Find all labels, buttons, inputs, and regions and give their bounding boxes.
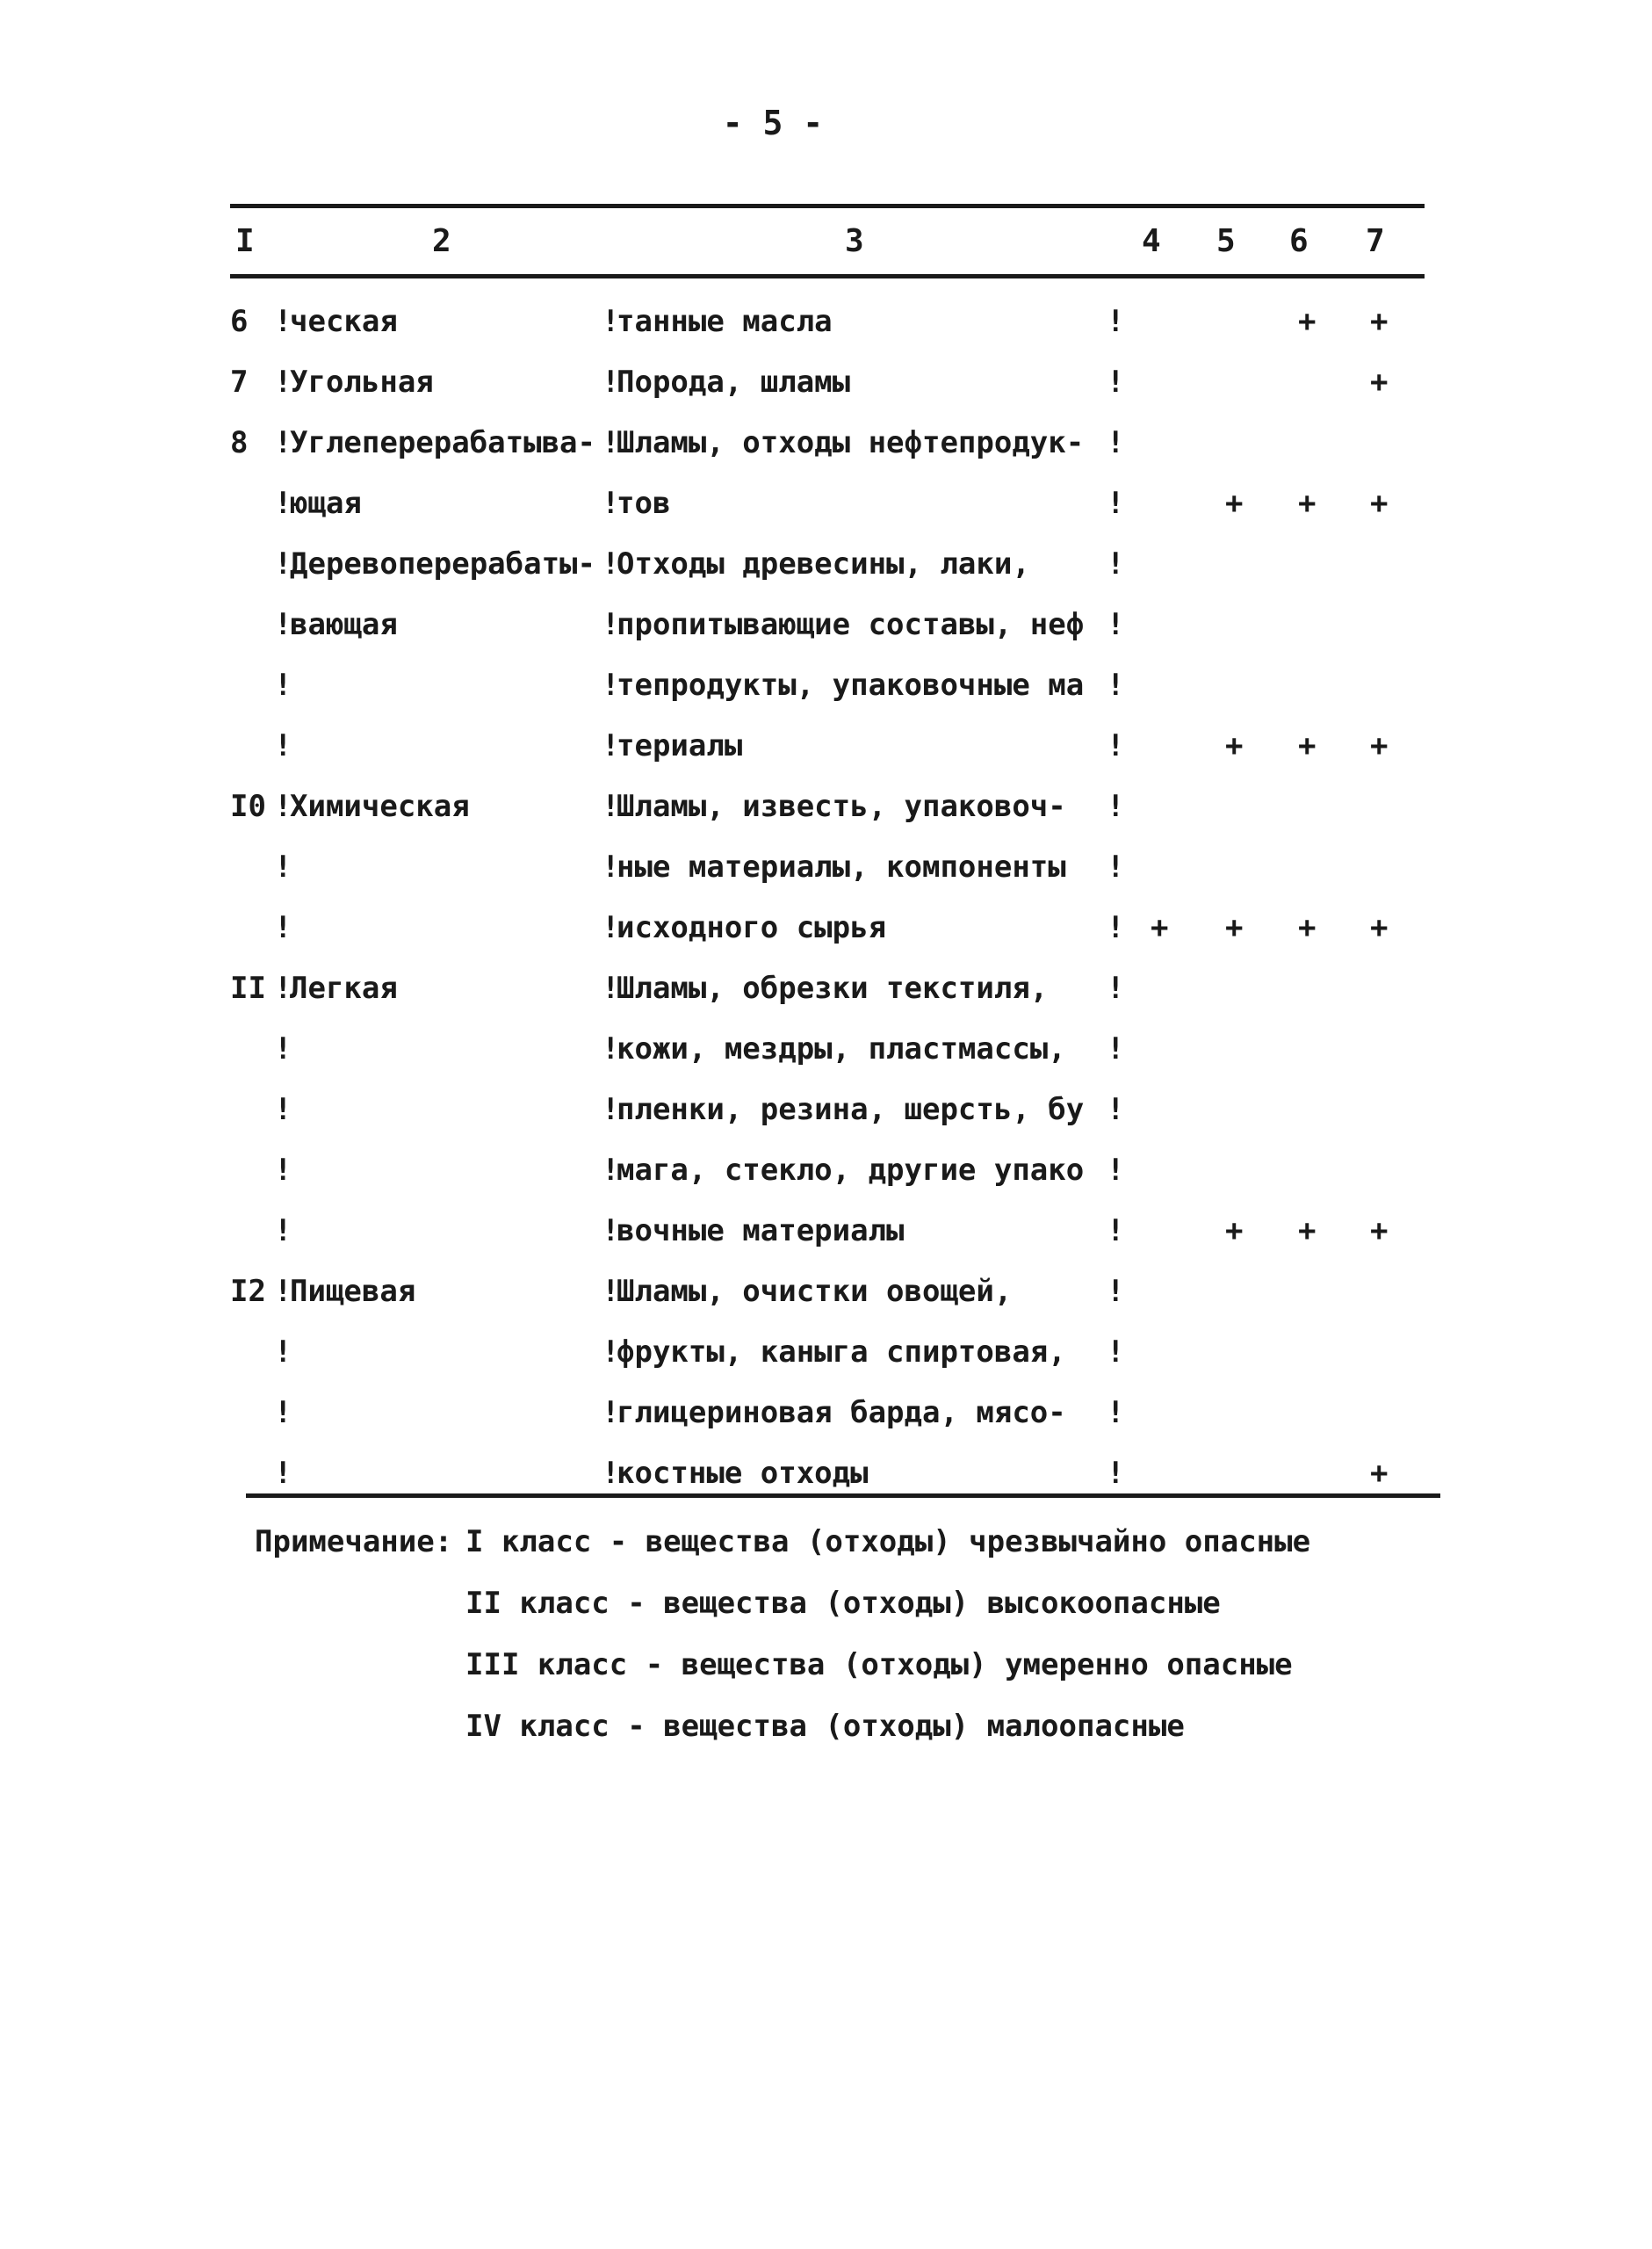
column-separator: ! bbox=[602, 910, 620, 945]
column-separator: ! bbox=[1107, 971, 1125, 1006]
table-row bbox=[0, 474, 1493, 534]
mark-col-4: + bbox=[1151, 910, 1169, 945]
header-col-7: 7 bbox=[1366, 223, 1385, 259]
column-separator: ! bbox=[1107, 1456, 1125, 1491]
mark-col-6: + bbox=[1298, 304, 1317, 339]
waste-description: вочные материалы bbox=[617, 1213, 905, 1248]
row-number: I0 bbox=[230, 789, 266, 824]
column-separator: ! bbox=[1107, 1153, 1125, 1188]
mark-col-6: + bbox=[1298, 910, 1317, 945]
table-row bbox=[0, 352, 1493, 413]
column-separator: ! bbox=[1107, 789, 1125, 824]
waste-description: фрукты, каныга спиртовая, bbox=[617, 1334, 1066, 1370]
industry-name: Пищевая bbox=[290, 1274, 416, 1309]
mark-col-5: + bbox=[1225, 728, 1244, 763]
table-row bbox=[0, 655, 1493, 716]
column-separator: ! bbox=[602, 1334, 620, 1370]
column-separator: ! bbox=[1107, 728, 1125, 763]
table-row bbox=[0, 1080, 1493, 1140]
waste-description: тепродукты, упаковочные ма bbox=[617, 668, 1085, 703]
mark-col-5: + bbox=[1225, 910, 1244, 945]
column-separator: ! bbox=[274, 1395, 292, 1430]
column-separator: ! bbox=[602, 546, 620, 582]
waste-description: Шламы, отходы нефтепродук- bbox=[617, 425, 1085, 460]
waste-description: Шламы, известь, упаковоч- bbox=[617, 789, 1066, 824]
mark-col-6: + bbox=[1298, 1213, 1317, 1248]
column-separator: ! bbox=[274, 304, 292, 339]
column-separator: ! bbox=[1107, 850, 1125, 885]
mark-col-7: + bbox=[1370, 365, 1389, 400]
waste-description: кожи, мездры, пластмассы, bbox=[617, 1031, 1066, 1067]
table-row bbox=[0, 1201, 1493, 1262]
column-separator: ! bbox=[602, 1213, 620, 1248]
column-separator: ! bbox=[602, 304, 620, 339]
column-separator: ! bbox=[602, 1395, 620, 1430]
mark-col-7: + bbox=[1370, 486, 1389, 521]
column-separator: ! bbox=[274, 1274, 292, 1309]
industry-name: ющая bbox=[290, 486, 362, 521]
column-separator: ! bbox=[1107, 1334, 1125, 1370]
column-separator: ! bbox=[274, 1456, 292, 1491]
column-separator: ! bbox=[274, 668, 292, 703]
mark-col-7: + bbox=[1370, 910, 1389, 945]
column-separator: ! bbox=[602, 607, 620, 642]
row-number: I2 bbox=[230, 1274, 266, 1309]
table-row bbox=[0, 1383, 1493, 1443]
table-row bbox=[0, 1322, 1493, 1383]
column-separator: ! bbox=[274, 910, 292, 945]
column-separator: ! bbox=[274, 850, 292, 885]
waste-description: костные отходы bbox=[617, 1456, 869, 1491]
table-row bbox=[0, 958, 1493, 1019]
column-separator: ! bbox=[602, 971, 620, 1006]
industry-name: Деревоперерабаты- bbox=[290, 546, 595, 582]
column-separator: ! bbox=[274, 1092, 292, 1127]
column-separator: ! bbox=[274, 1213, 292, 1248]
column-separator: ! bbox=[602, 1153, 620, 1188]
notes-label: Примечание: bbox=[255, 1524, 453, 1559]
industry-name: Химическая bbox=[290, 789, 470, 824]
mark-col-7: + bbox=[1370, 1456, 1389, 1491]
column-separator: ! bbox=[602, 1274, 620, 1309]
waste-description: Шламы, очистки овощей, bbox=[617, 1274, 1013, 1309]
column-separator: ! bbox=[1107, 1274, 1125, 1309]
waste-description: исходного сырья bbox=[617, 910, 887, 945]
header-col-2: 2 bbox=[432, 223, 451, 259]
column-separator: ! bbox=[602, 668, 620, 703]
column-separator: ! bbox=[274, 365, 292, 400]
column-separator: ! bbox=[274, 971, 292, 1006]
column-separator: ! bbox=[274, 1153, 292, 1188]
header-col-4: 4 bbox=[1142, 223, 1161, 259]
column-separator: ! bbox=[274, 728, 292, 763]
row-number: 6 bbox=[230, 304, 249, 339]
row-number: 7 bbox=[230, 365, 249, 400]
industry-name: Легкая bbox=[290, 971, 398, 1006]
column-separator: ! bbox=[602, 1031, 620, 1067]
column-separator: ! bbox=[1107, 1092, 1125, 1127]
column-separator: ! bbox=[1107, 1213, 1125, 1248]
column-separator: ! bbox=[602, 365, 620, 400]
column-separator: ! bbox=[274, 1334, 292, 1370]
column-separator: ! bbox=[274, 546, 292, 582]
column-separator: ! bbox=[1107, 304, 1125, 339]
column-separator: ! bbox=[1107, 668, 1125, 703]
table-row bbox=[0, 292, 1493, 352]
row-number: 8 bbox=[230, 425, 249, 460]
industry-name: ческая bbox=[290, 304, 398, 339]
header-col-3: 3 bbox=[845, 223, 864, 259]
waste-description: глицериновая барда, мясо- bbox=[617, 1395, 1066, 1430]
column-separator: ! bbox=[1107, 546, 1125, 582]
mark-col-5: + bbox=[1225, 486, 1244, 521]
column-separator: ! bbox=[274, 1031, 292, 1067]
industry-name: Угольная bbox=[290, 365, 434, 400]
waste-description: Шламы, обрезки текстиля, bbox=[617, 971, 1049, 1006]
mark-col-5: + bbox=[1225, 1213, 1244, 1248]
column-separator: ! bbox=[274, 425, 292, 460]
column-separator: ! bbox=[1107, 910, 1125, 945]
table-bottom-rule bbox=[246, 1493, 1440, 1498]
table-row bbox=[0, 413, 1493, 474]
column-separator: ! bbox=[602, 850, 620, 885]
header-col-1: I bbox=[235, 223, 255, 259]
waste-description: ные материалы, компоненты bbox=[617, 850, 1066, 885]
table-row bbox=[0, 716, 1493, 777]
table-row bbox=[0, 534, 1493, 595]
column-separator: ! bbox=[602, 1456, 620, 1491]
column-separator: ! bbox=[1107, 486, 1125, 521]
note-line-1: I класс - вещества (отходы) чрезвычайно опасные bbox=[465, 1524, 1311, 1559]
mark-col-6: + bbox=[1298, 728, 1317, 763]
table-row bbox=[0, 595, 1493, 655]
note-line-4: IV класс - вещества (отходы) малоопасные bbox=[465, 1709, 1185, 1744]
column-separator: ! bbox=[274, 486, 292, 521]
mark-col-7: + bbox=[1370, 304, 1389, 339]
waste-description: териалы bbox=[617, 728, 743, 763]
waste-description: мага, стекло, другие упако bbox=[617, 1153, 1085, 1188]
waste-description: тов bbox=[617, 486, 671, 521]
table-row bbox=[0, 1262, 1493, 1322]
table-row bbox=[0, 1019, 1493, 1080]
header-col-6: 6 bbox=[1289, 223, 1309, 259]
waste-description: пленки, резина, шерсть, бу bbox=[617, 1092, 1085, 1127]
waste-description: танные масла bbox=[617, 304, 833, 339]
column-separator: ! bbox=[1107, 425, 1125, 460]
mark-col-6: + bbox=[1298, 486, 1317, 521]
industry-name: Углеперерабатыва- bbox=[290, 425, 595, 460]
header-col-5: 5 bbox=[1216, 223, 1236, 259]
column-separator: ! bbox=[602, 728, 620, 763]
column-separator: ! bbox=[1107, 1031, 1125, 1067]
page-number: - 5 - bbox=[722, 104, 824, 142]
waste-description: Порода, шламы bbox=[617, 365, 851, 400]
table-row bbox=[0, 777, 1493, 837]
waste-description: пропитывающие составы, неф bbox=[617, 607, 1085, 642]
table-top-rule bbox=[230, 204, 1425, 208]
column-separator: ! bbox=[602, 1092, 620, 1127]
row-number: II bbox=[230, 971, 266, 1006]
column-separator: ! bbox=[602, 425, 620, 460]
table-row bbox=[0, 837, 1493, 898]
column-separator: ! bbox=[1107, 1395, 1125, 1430]
note-line-3: III класс - вещества (отходы) умеренно опасные bbox=[465, 1647, 1293, 1682]
mark-col-7: + bbox=[1370, 1213, 1389, 1248]
note-line-2: II класс - вещества (отходы) высокоопасные bbox=[465, 1586, 1221, 1621]
waste-description: Отходы древесины, лаки, bbox=[617, 546, 1030, 582]
column-separator: ! bbox=[602, 486, 620, 521]
column-separator: ! bbox=[1107, 365, 1125, 400]
table-header-rule bbox=[230, 274, 1425, 278]
mark-col-7: + bbox=[1370, 728, 1389, 763]
column-separator: ! bbox=[274, 789, 292, 824]
table-row bbox=[0, 898, 1493, 958]
column-separator: ! bbox=[274, 607, 292, 642]
table-row bbox=[0, 1140, 1493, 1201]
industry-name: вающая bbox=[290, 607, 398, 642]
column-separator: ! bbox=[1107, 607, 1125, 642]
column-separator: ! bbox=[602, 789, 620, 824]
